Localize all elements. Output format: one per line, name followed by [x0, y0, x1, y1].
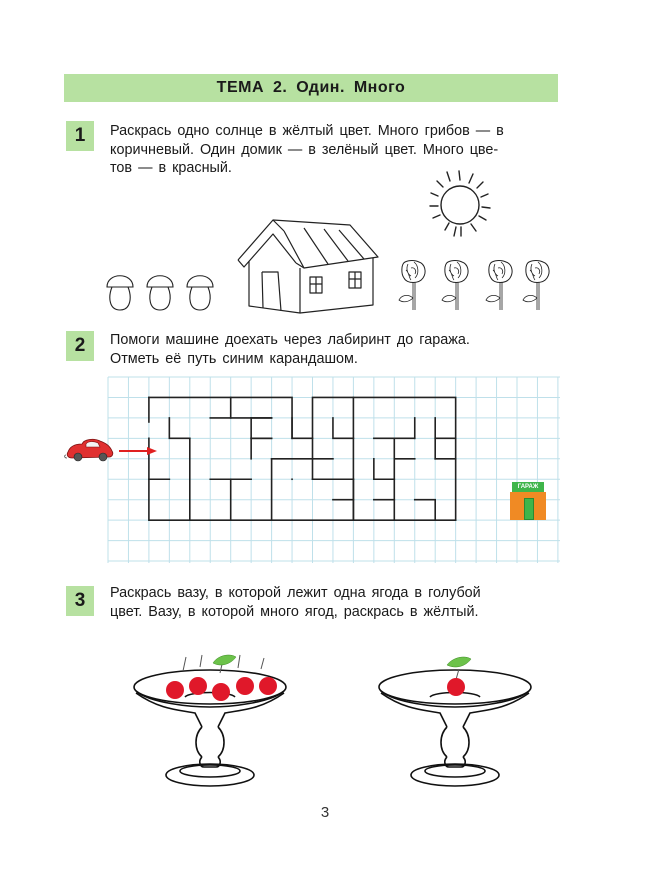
- vase-with-five-cherries[interactable]: [130, 655, 290, 790]
- rose-icon: [523, 261, 549, 311]
- grid-lines: [108, 377, 560, 563]
- cherries: [166, 655, 277, 701]
- cherry-icon: [259, 677, 277, 695]
- task-3-line: Раскрась вазу, в которой лежит одна ягода в голубой: [110, 585, 481, 601]
- task-2-line: Помоги машине доехать через лабиринт до гаража.: [110, 332, 470, 348]
- task-number-2: 2: [66, 331, 94, 361]
- mushrooms-illustration[interactable]: [105, 270, 220, 315]
- cherry-icon: [166, 681, 184, 699]
- rose-icon: [486, 261, 512, 311]
- cherry-icon: [236, 677, 254, 695]
- roses-illustration[interactable]: [397, 258, 562, 313]
- mushroom-icon: [187, 276, 213, 310]
- maze[interactable]: [108, 377, 560, 563]
- cherry-icon: [447, 678, 465, 696]
- vase-with-one-cherry[interactable]: [375, 655, 535, 790]
- arrow-right-icon: [119, 446, 159, 456]
- topic-title: ТЕМА 2. Один. Много: [216, 79, 406, 96]
- task-number-3: 3: [66, 586, 94, 616]
- garage-door: [524, 498, 534, 520]
- car-icon[interactable]: [64, 436, 116, 464]
- cherry-icon: [189, 677, 207, 695]
- mushroom-icon: [107, 276, 133, 310]
- topic-header-bar: [64, 74, 558, 102]
- task-1-line: коричневый. Один домик — в зелёный цвет. Много цве-: [110, 141, 499, 158]
- task-3-line: цвет. Вазу, в которой много ягод, раскрась в жёлтый.: [110, 603, 479, 620]
- page-number: 3: [320, 804, 330, 821]
- house-icon[interactable]: [236, 217, 388, 312]
- task-3-text: [110, 584, 560, 621]
- task-1-line: тов — в красный.: [110, 160, 232, 176]
- garage-sign: ГАРАЖ: [512, 482, 544, 492]
- task-2-line: Отметь её путь синим карандашом.: [110, 350, 358, 367]
- task-2-text: [110, 331, 560, 368]
- task-1-line: Раскрась одно солнце в жёлтый цвет. Много грибов — в: [110, 123, 504, 139]
- garage-icon[interactable]: [510, 482, 546, 520]
- rose-icon: [399, 261, 425, 311]
- sun-icon[interactable]: [420, 168, 500, 243]
- mushroom-icon: [147, 276, 173, 310]
- rose-icon: [442, 261, 468, 311]
- task-number-1: 1: [66, 121, 94, 151]
- cherry-icon: [212, 683, 230, 701]
